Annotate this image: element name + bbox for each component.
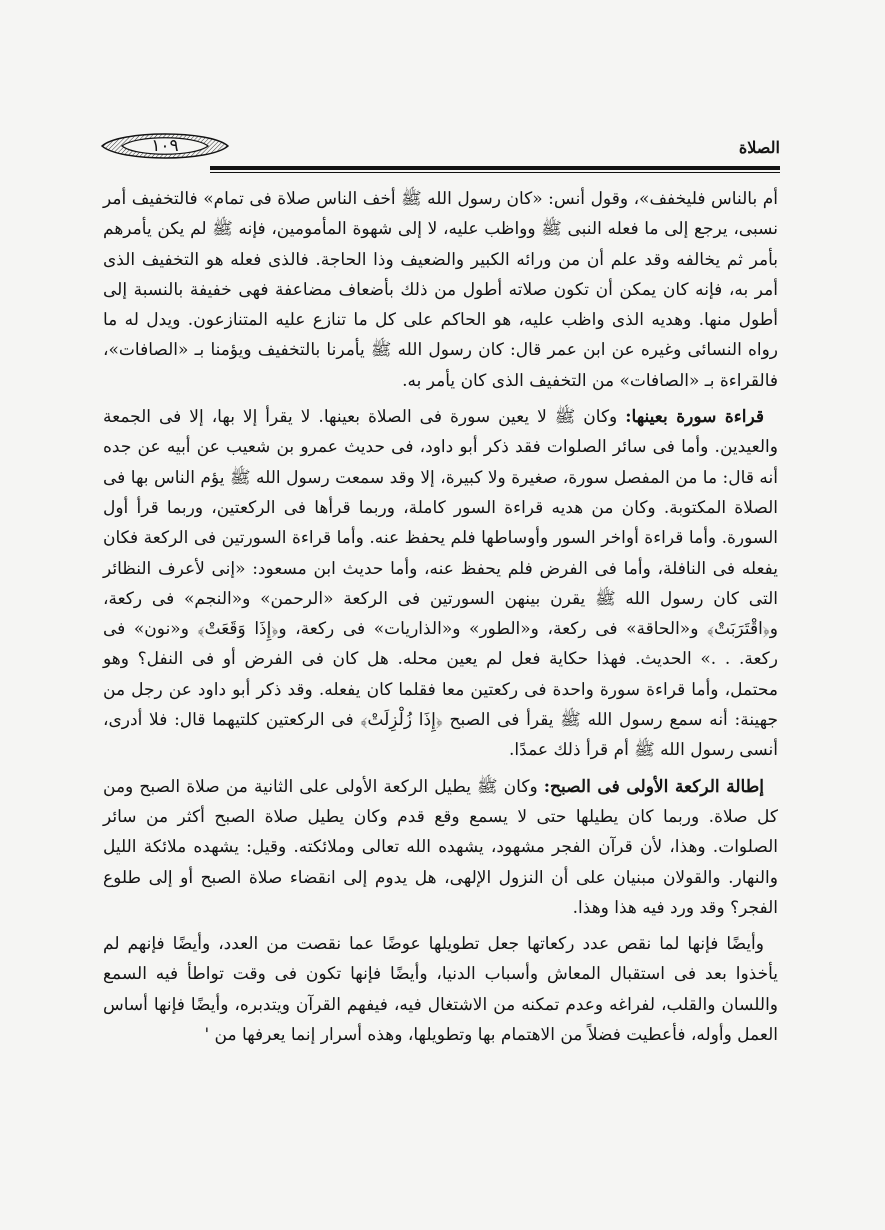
header-rule-thick — [210, 166, 780, 170]
paragraph-3-text: وكان ﷺ يطيل الركعة الأولى على الثانية من صلاة الصبح ومن كل صلاة. وربما كان يطيلها حتى لا يسمع وقع قدم وكان يطيل صلاة الصبح أكثر من سائر الصلوات. وهذا، لأن قرآن الفجر مشهود، يشهده الله تعالى وملائكته. وقيل: يشهده ملائكة الليل والنهار. والقولان مبنيان على أن النزول الإلهى، هل يدوم إلى انقضاء صلاة الصبح أو إلى طلوع الفجر؟ وقد ورد فيه هذا وهذا. — [103, 776, 778, 918]
page-number: ١٠٩ — [151, 136, 179, 156]
paragraph-4: وأيضًا فإنها لما نقص عدد ركعاتها جعل تطويلها عوضًا عما نقصت من العدد، وأيضًا فإنهم لم يأخذوا بعد فى استقبال المعاش وأسباب الدنيا، وأيضًا فإنها تكون فى وقت تواطأ فيه السمع واللسان والقلب، لفراغه وعدم تمكنه من الاشتغال فيه، فيفهم القرآن ويتدبره، وأيضًا فإنها أساس العمل وأوله، فأعطيت فضلاً من الاهتمام بها وتطويلها، وهذه أسرار إنما يعرفها من ' — [103, 934, 779, 1046]
paragraph-3-heading: إطالة الركعة الأولى فى الصبح: — [543, 776, 764, 797]
paragraph-1: أم بالناس فليخفف»، وقول أنس: «كان رسول الله ﷺ أخف الناس صلاة فى تمام» فالتخفيف أمر نسبى، يرجع إلى ما فعله النبى ﷺ وواظب عليه، لا إلى شهوة المأمومين، فإنه ﷺ لم يكن يأمرهم بأمر ثم يخالفه وقد علم أن من ورائه الكبير والضعيف وذا الحاجة. فالذى فعله هو التخفيف الذى أمر به، فإنه كان يمكن أن تكون صلاته أطول من ذلك بأضعاف مضاعفة فهى خفيفة بالنسبة إلى أطول منها. وهديه الذى واظب عليه، هو الحاكم على كل ما تنازع عليه المتنازعون. ويدل له ما رواه النسائى وغيره عن ابن عمر قال: كان رسول الله ﷺ يأمرنا بالتخفيف ويؤمنا بـ «الصافات»، فالقراءة بـ «الصافات» من التخفيف الذى كان يأمر به. — [103, 189, 778, 391]
running-head: الصلاة — [738, 138, 780, 157]
page-number-ornament — [100, 128, 230, 164]
paragraph-2 — [103, 402, 778, 766]
paragraph-2-text: وكان ﷺ لا يعين سورة فى الصلاة بعينها. لا يقرأ إلا بها، إلا فى الجمعة والعيدين. وأما فى سائر الصلوات فقد ذكر أبو داود، فى حديث عمرو بن شعيب عن أبيه عن جده أنه قال: ما من المفصل سورة، صغيرة ولا كبيرة، إلا وقد سمعت رسول الله ﷺ يؤم الناس بها فى الصلاة المكتوبة. وكان من هديه قراءة السور كاملة، وربما قرأها فى الركعتين، وربما قرأ أول السورة. وأما قراءة أواخر السور وأوساطها فلم يحفظ عنه. وأما قراءة السورتين فى الركعة فكان يفعله فى النافلة، وأما فى الفرض فلم يحفظ عنه، وأما حديث ابن مسعود: «إنى لأعرف النظائر التى كان رسول الله ﷺ يقرن بينهن السورتين فى الركعة «الرحمن» و«النجم» فى ركعة، و﴿اقْتَرَبَتْ﴾ و«الحاقة» فى ركعة، و«الطور» و«الذاريات» فى ركعة، و﴿إِذَا وَقَعَتْ﴾ و«نون» فى ركعة. . .» الحديث. فهذا حكاية فعل لم يعين محله. هل كان فى الفرض أو فى النفل؟ وهو محتمل، وأما قراءة سورة واحدة فى ركعتين معا فقلما كان يفعله. وقد ذكر أبو داود عن رجل من جهينة: أنه سمع رسول الله ﷺ يقرأ فى الصبح ﴿إِذَا زُلْزِلَتْ﴾ فى الركعتين كلتيهما قال: فلا أدرى، أنسى رسول الله ﷺ أم قرأ ذلك عمدًا. — [103, 407, 778, 761]
page-header — [100, 128, 780, 176]
paragraph-2-heading: قراءة سورة بعينها: — [625, 407, 764, 428]
body-text — [103, 184, 778, 1056]
header-rule-thin — [210, 172, 780, 173]
paragraph-3 — [103, 772, 778, 923]
